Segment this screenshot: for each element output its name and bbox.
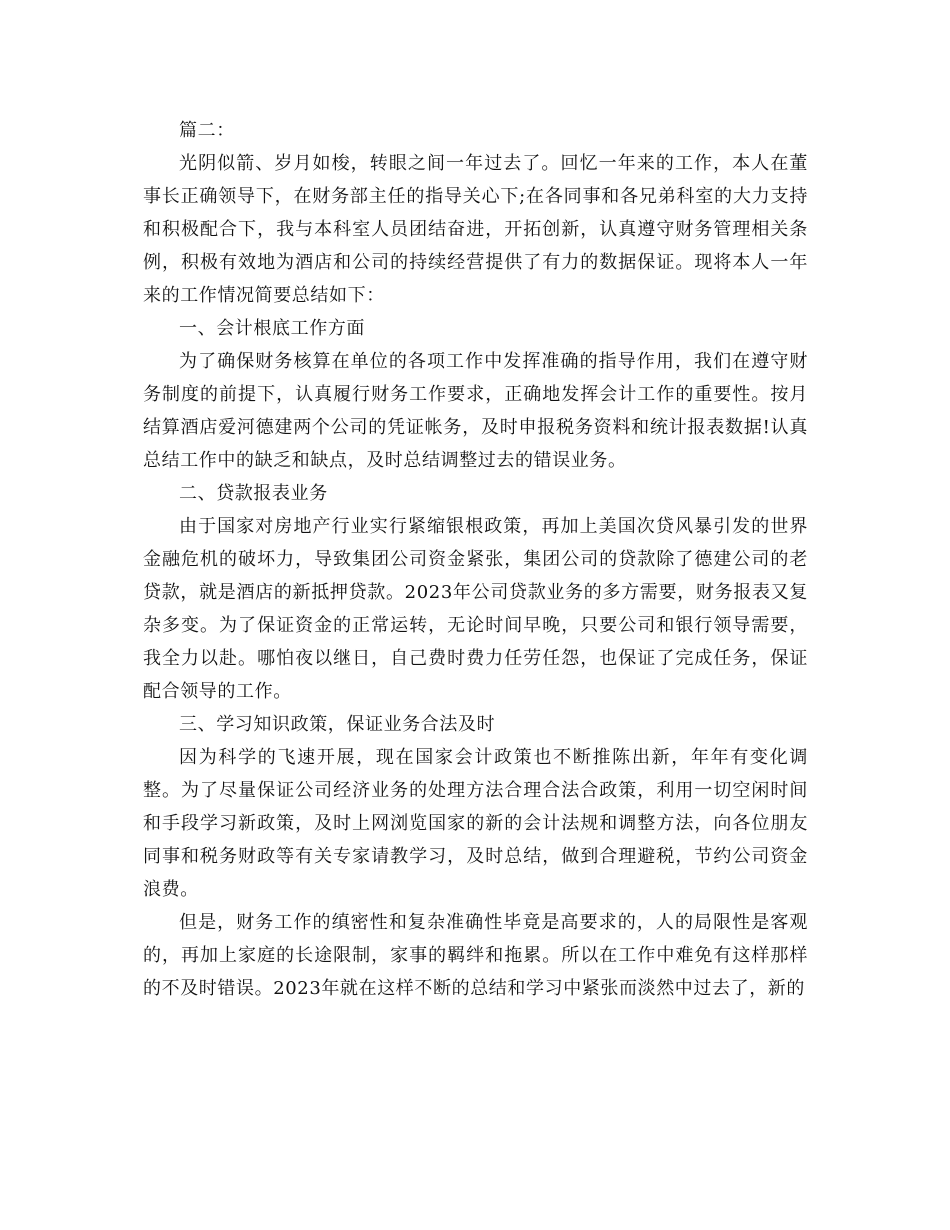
section-label: 篇二： (179, 120, 235, 141)
closing-paragraph: 但是，财务工作的缜密性和复杂准确性毕竟是高要求的，人的局限性是客观的，再加上家庭的长途限制，家事的羁绊和拖累。所以在工作中难免有这样那样的不及时错误。2023年就在这样不断的总结和学习中紧张而淡然中过去了，新的 (143, 912, 808, 999)
policy-study-paragraph: 因为科学的飞速开展，现在国家会计政策也不断推陈出新，年年有变化调整。为了尽量保证公司经济业务的处理方法合理合法合政策，利用一切空闲时间和手段学习新政策，及时上网浏览国家的新的会计法规和调整方法，向各位朋友同事和税务财政等有关专家请教学习，及时总结，做到合理避税，节约公司资金浪费。 (143, 747, 808, 900)
document-body (143, 114, 808, 1005)
section-heading-policy-study: 三、学习知识政策，保证业务合法及时 (179, 714, 496, 735)
section-heading-loan-reports: 二、贷款报表业务 (179, 483, 328, 504)
accounting-basics-paragraph: 为了确保财务核算在单位的各项工作中发挥准确的指导作用，我们在遵守财务制度的前提下，认真履行财务工作要求，正确地发挥会计工作的重要性。按月结算酒店爱河德建两个公司的凭证帐务，及时申报税务资料和统计报表数据!认真总结工作中的缺乏和缺点，及时总结调整过去的错误业务。 (143, 351, 808, 471)
loan-reports-paragraph: 由于国家对房地产行业实行紧缩银根政策，再加上美国次贷风暴引发的世界金融危机的破坏力，导致集团公司资金紧张，集团公司的贷款除了德建公司的老贷款，就是酒店的新抵押贷款。2023年公司贷款业务的多方需要，财务报表又复杂多变。为了保证资金的正常运转，无论时间早晚，只要公司和银行领导需要，我全力以赴。哪怕夜以继日，自己费时费力任劳任怨，也保证了完成任务，保证配合领导的工作。 (143, 516, 808, 702)
intro-paragraph: 光阴似箭、岁月如梭，转眼之间一年过去了。回忆一年来的工作，本人在董事长正确领导下，在财务部主任的指导关心下;在各同事和各兄弟科室的大力支持和积极配合下，我与本科室人员团结奋进，开拓创新，认真遵守财务管理相关条例，积极有效地为酒店和公司的持续经营提供了有力的数据保证。现将本人一年来的工作情况简要总结如下： (143, 153, 808, 306)
section-heading-accounting-basics: 一、会计根底工作方面 (179, 318, 365, 339)
